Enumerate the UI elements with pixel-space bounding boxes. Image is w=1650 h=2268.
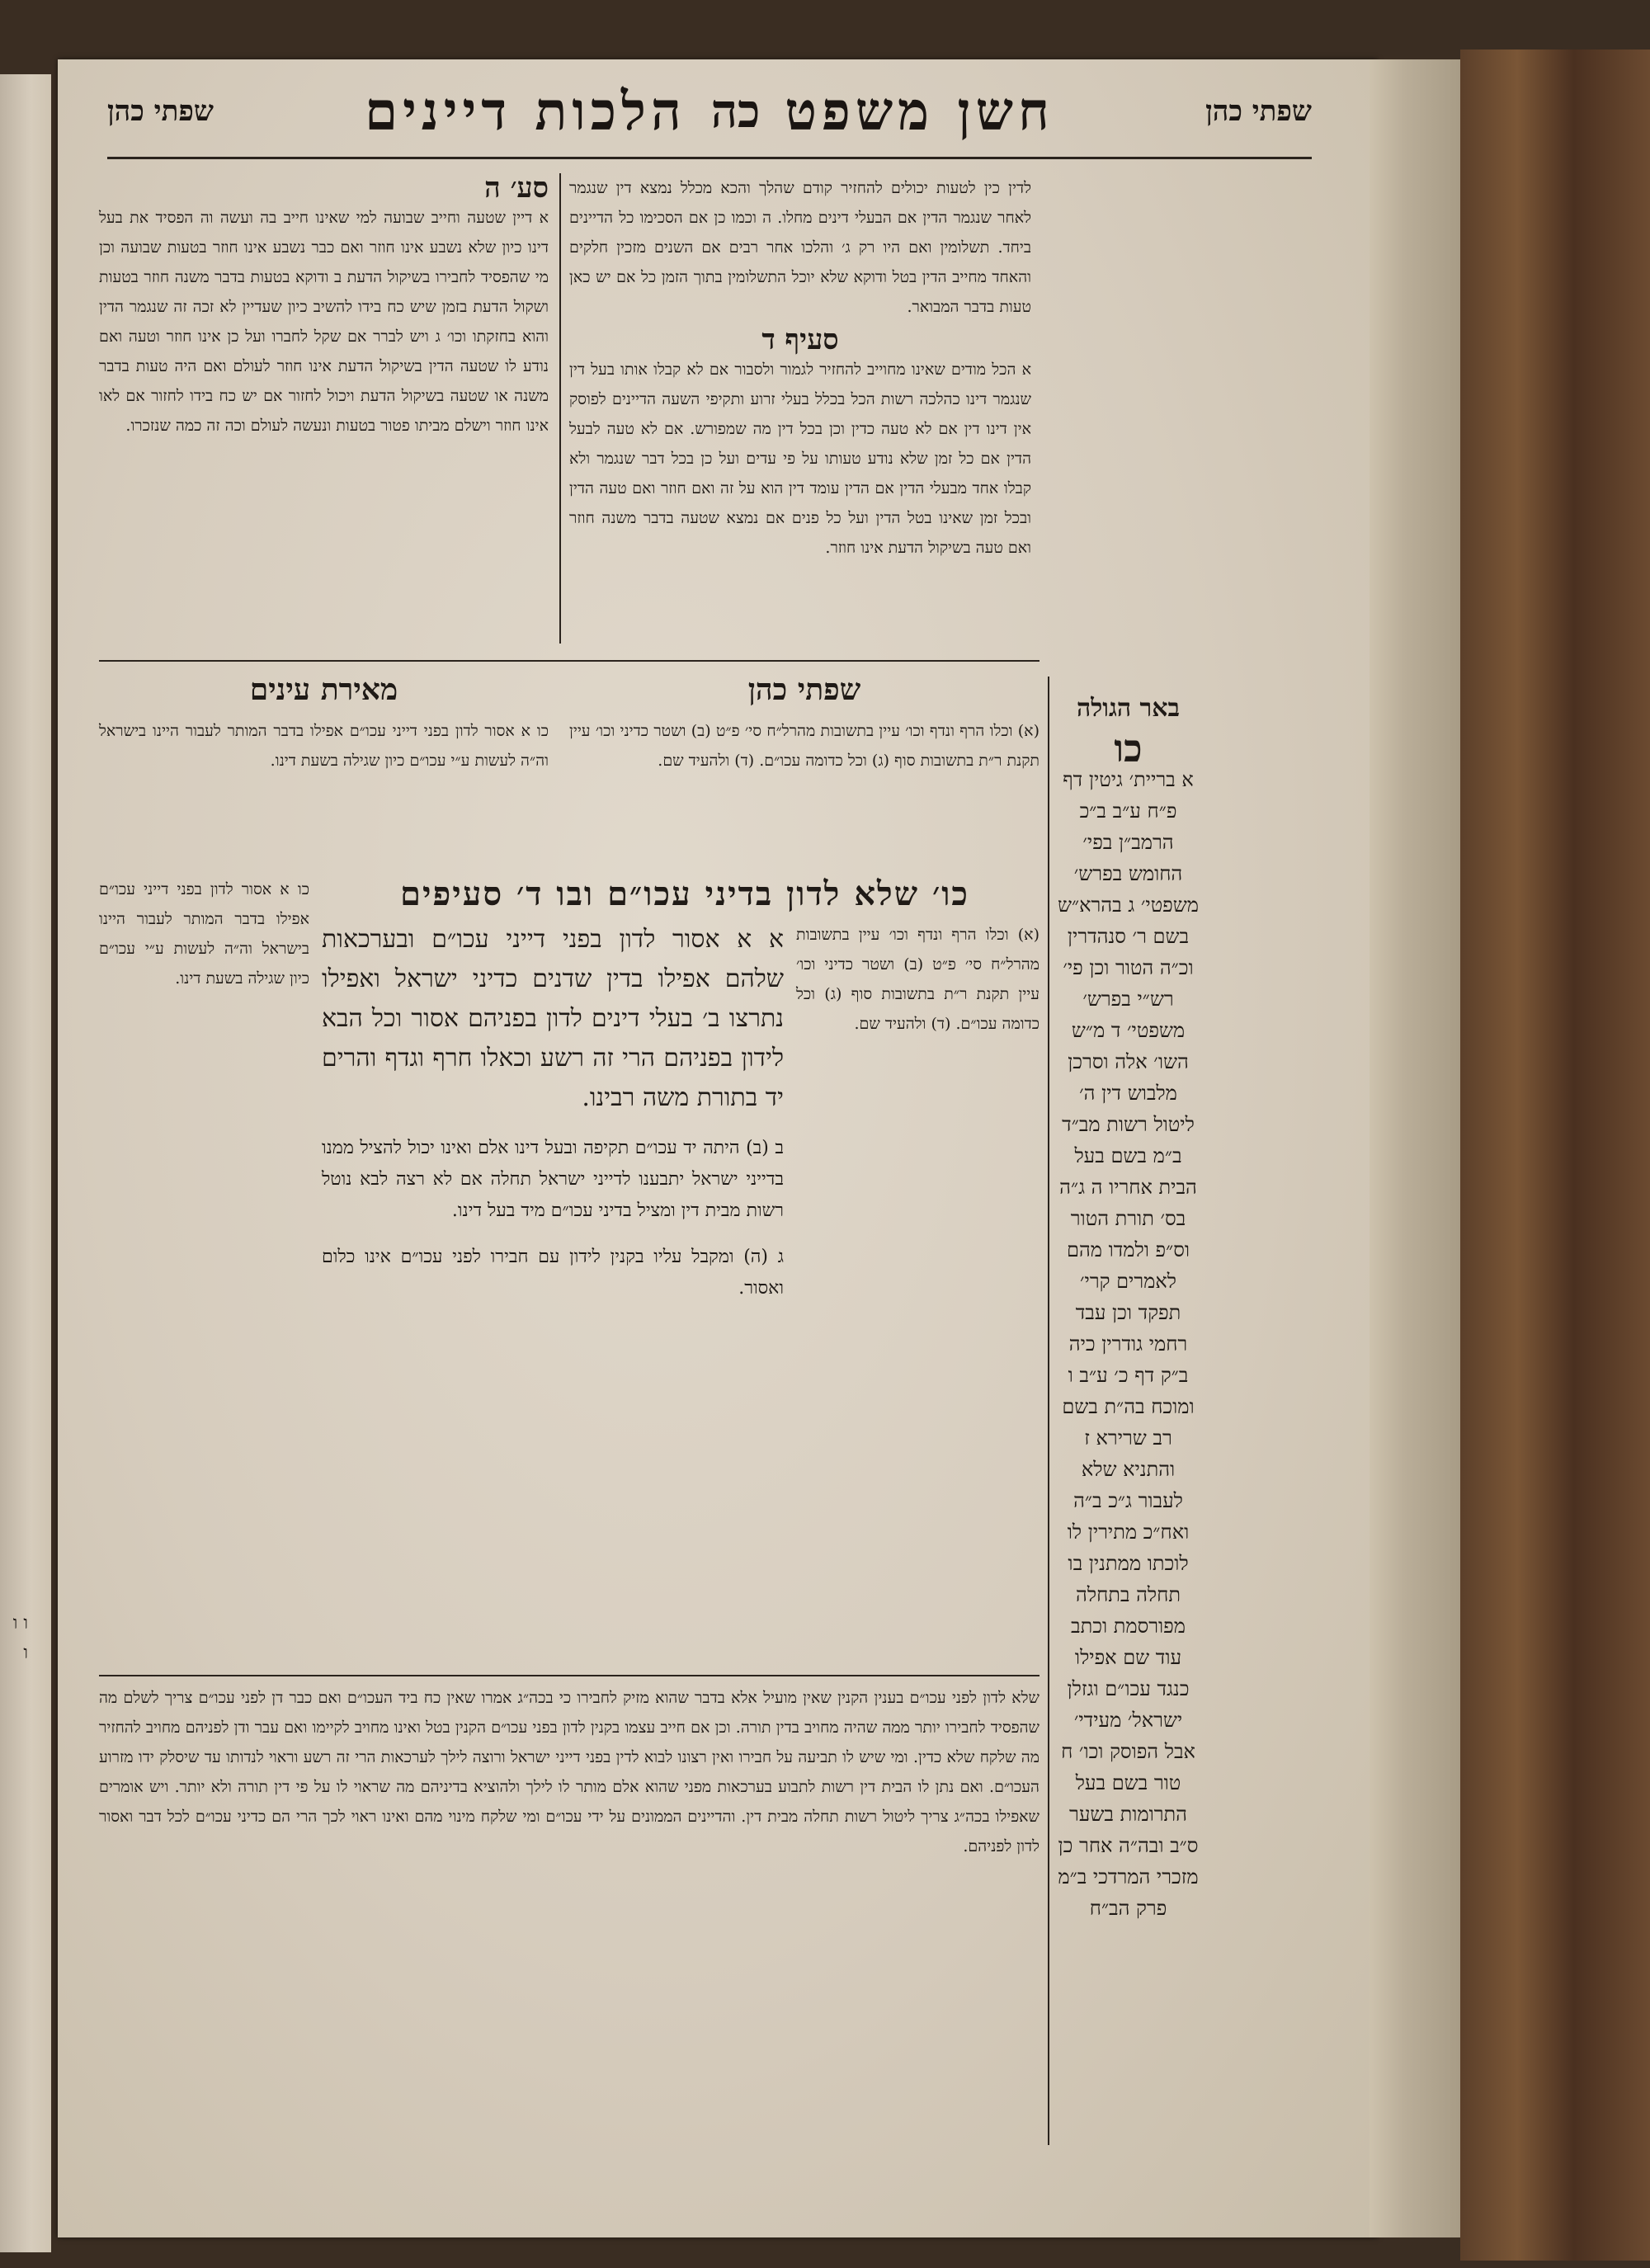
lower-top-rule [99, 1675, 1040, 1676]
seif-d-heading: סעיף ד [761, 323, 839, 356]
beer-hagolah-text: א בריית׳ גיטין דף פ״ח ע״ב ב״כ הרמב״ן בפי׳ החומש בפרש׳ משפטי׳ ג בהרא״ש בשם ר׳ סנהדרין וכ״ה הטור וכן פי׳ רש״י בפרש׳ משפטי׳ ד מ״ש השו׳ אלה וסרכן מלבוש דין ה׳ ליטול רשות מב״ד ב״מ בשם בעל הבית אחריו ה ג״ה בס׳ תורת הטור וס״פ ולמדו מהם לאמרים קרי׳ תפקד וכן עבד רחמי גודרין כיה ב״ק דף כ׳ ע״ב ו ומוכח בה״ת בשם רב שרירא ז והתניא שלא לעבור ג״כ ב״ה ואח״כ מתירין לו לוכתו ממתנין בו תחלה בתחלה מפורסמת וכתב עוד שם אפילו כנגד עכו״ם וגזלן ישראל׳ מעידי׳ אבל הפוסק וכו׳ ח טור בשם בעל התרומות בשער ס״ב ובה״ה אחר כן מזכרי המרדכי ב״מ פרק הב״ח [1058, 768, 1199, 1920]
right-commentary-text: (א) וכלו הרף ונדף וכו׳ עיין בתשובות מהרל״ח סי׳ פ״ט (ב) ושטר כדיני וכו׳ עיין תקנת ר״ת בתשובות סוף (ג) וכל כדומה עכו״ם. (ד) ולהעיד שם. [796, 926, 1040, 1033]
page-header [107, 66, 1312, 159]
upper-bottom-rule [99, 660, 1040, 662]
upper-column-rule [559, 173, 561, 644]
upper-left-text: א דיין שטעה וחייב שבועה למי שאינו חייב בה ועשה וה הפסיד את בעל דינו כיון שלא נשבע אינו חוזר ואם כבר נשבע אינו חוזר בטעות שבועה וכן מי שהפסיד לחבירו בשיקול הדעת ב ודוקא בטעות בדבר משנה חוזר בטעות ושקול הדעת בזמן שיש כח בידו להשיב כיון שעדיין לא זכה זה שנגמר הדין והוא בחזקתו וכו׳ ג ויש לברר אם שקל לחברו ועל כן אינו חוזר וטעה ואם נודע לו שטעה הדין בשיקול הדעת אינו חוזר לעולם ואם היה טעות בדבר משנה או שטעה בשיקול הדעת ויכול לחזור אם יש כח בידו לחזור אם לאו אינו חוזר וישלם מביתו פטור בטעות ונעשה לעולם וכה זה כמה שנזכרו. [99, 209, 549, 435]
shach-text: (א) וכלו הרף ונדף וכו׳ עיין בתשובות מהרל״ח סי׳ פ״ט (ב) ושטר כדיני וכו׳ עיין תקנת ר״ת בתשובות סוף (ג) וכל כדומה עכו״ם. (ד) ולהעיד שם. [569, 722, 1040, 770]
header-right-label: שפתי כהן [1205, 95, 1312, 128]
header-left-label: שפתי כהן [107, 95, 214, 128]
main-seif-b: ב (ב) היתה יד עכו״ם תקיפה ובעל דינו אלם ואינו יכול להציל ממנו בדייני ישראל יתבענו לדייני ישראל תחלה אם לא רצה לבא נוטל רשות מבית דין ומציל בדיני עכו״ם מיד בעל דינו. [322, 1138, 784, 1221]
right-commentary-column [796, 920, 1040, 1667]
lower-commentary [99, 1683, 1040, 2195]
main-seif-a: א א אסור לדון בפני דייני עכו״ם ובערכאות שלהם אפילו בדין שדנים כדיני ישראל ואפילו נתרצו ב׳ בעלי דינים לדון בפניהם אסור וכל הבא לידון בפניהם הרי זה רשע וכאלו חרף וגדף והרים יד בתורת משה רבינו. [322, 925, 784, 1112]
header-title: חשן משפט [785, 80, 1054, 143]
seif-d-text: א הכל מודים שאינו מחוייב להחזיר לגמור ולסבור אם לא קבלו אותו בעל דין שנגמר דינו כהלכה רשות הכל בכלל בעלי זרוע ותקיפי השעה הדיינים לפוסק אין דינו דין אם לא טעה כדין וכן בכל דין מה שמפורש. אם לא טעה לבעל הדין אם כל זמן שלא נודע טעותו על פי עדים ועל כן בכל דבר שנגמר ולא קבלו אחד מבעלי הדין אם הדין עומד דין הוא על זה ואם חוזר ואם טעה הדין ובכל זמן שאינו בטל הדין ועל כל פנים אם נמצא שטעה בדבר משנה חוזר ואם טעה בשיקול הדעת אינו חוזר. [569, 361, 1032, 557]
lower-commentary-text: שלא לדון לפני עכו״ם בענין הקנין שאין מועיל אלא בדבר שהוא מזיק לחבירו כי בכה״ג אמרו שאין כח ביד העכו״ם ואם כבר דן לפני עכו״ם צריך לשלם מה שהפסיד לחבירו יותר ממה שהיה מחויב בדין תורה. וכן אם חייב עצמו בקנין לדון בפני עכו״ם הקנין בטל ואינו מחויב לקיימו ואם עבר ודן לפניהם מחויב להחזיר מה שלקח שלא כדין. ומי שיש לו תביעה על חבירו ואין רצונו לבוא לדין בפני דייני ישראל ורוצה לילך לערכאות הרי זה רשע וראוי לנדותו עד שיסלק ידו מזרוע העכו״ם. ואם נתן לו הבית דין רשות לתבוע בערכאות מפני שהוא אלם מותר לו לילך ולהוציא בדיניהם מה שראוי לו על פי דין תורה ולא יותר. ויש אומרים שאפילו בכה״ג צריך ליטול רשות תחלה מבית דין. והדיינים הממונים על ידי עכו״ם ומי שלקח מינוי מהם ואינו ראוי לכך הרי הם כדיני עכו״ם לכל דבר ואסור לדון לפניהם. [99, 1689, 1040, 1855]
main-seif-g: ג (ה) ומקבל עליו בקנין לידון עם חבירו לפני עכו״ם אינו כלום ואסור. [322, 1247, 784, 1299]
beer-hagolah-heading: באר הגולה [1076, 694, 1181, 723]
meirat-einayim-heading: מאירת עינים [249, 672, 398, 707]
meirat-einayim-text: כו א אסור לדון בפני דייני עכו״ם אפילו בדבר המותר לעבור היינו בישראל וה״ה לעשות ע״י עכו״ם כיון שגילה בשעת דינו. [99, 722, 549, 770]
meirat-einayim-column [99, 668, 549, 875]
siman-title-block [322, 875, 1048, 913]
header-subtitle: הלכות דיינים [365, 80, 686, 143]
left-page-sliver-text: ו ו ו [12, 1613, 28, 1663]
left-commentary-column [99, 875, 309, 1667]
leather-binding [1460, 50, 1650, 2261]
left-page-edge [0, 74, 51, 2252]
page-block-edge [1370, 59, 1460, 2237]
upper-right-column [569, 173, 1031, 652]
upper-left-column [99, 173, 549, 652]
upper-right-text: לדין כין לטעות יכולים להחזיר קודם שהלך והכא מכלל נמצא דין שנגמר לאחר שנגמר הדין אם הבעלי דינים מחלו. ה וכמו כן אם הסכימו כל הדיינים ביחד. תשלומין ואם היו רק ג׳ והלכו אחר רבים אם השנים מזכין חלקים והאחד מחייב הדין בטל ודוקא שלא יוכל התשלומין בתוך הזמן כל אם יש כאן טעות בדבר המבואר. [569, 179, 1031, 316]
left-commentary-text: כו א אסור לדון בפני דייני עכו״ם אפילו בדבר המותר לעבור היינו בישראל וה״ה לעשות ע״י עכו״ם כיון שגילה בשעת דינו. [99, 880, 309, 988]
beer-hagolah-column [1056, 693, 1200, 2145]
header-page-number: כה [710, 84, 761, 139]
shach-heading: שפתי כהן [747, 672, 861, 707]
shach-column [569, 668, 1040, 875]
upper-left-heading: סע׳ ה [484, 172, 549, 205]
beer-hagolah-siman-number: כו [1114, 726, 1143, 771]
siman-title: כו׳ שלא לדון בדיני עכו״ם ובו ד׳ סעיפים [400, 875, 969, 913]
main-text-column [322, 920, 784, 1667]
gloss-column-rule [1048, 677, 1049, 2145]
